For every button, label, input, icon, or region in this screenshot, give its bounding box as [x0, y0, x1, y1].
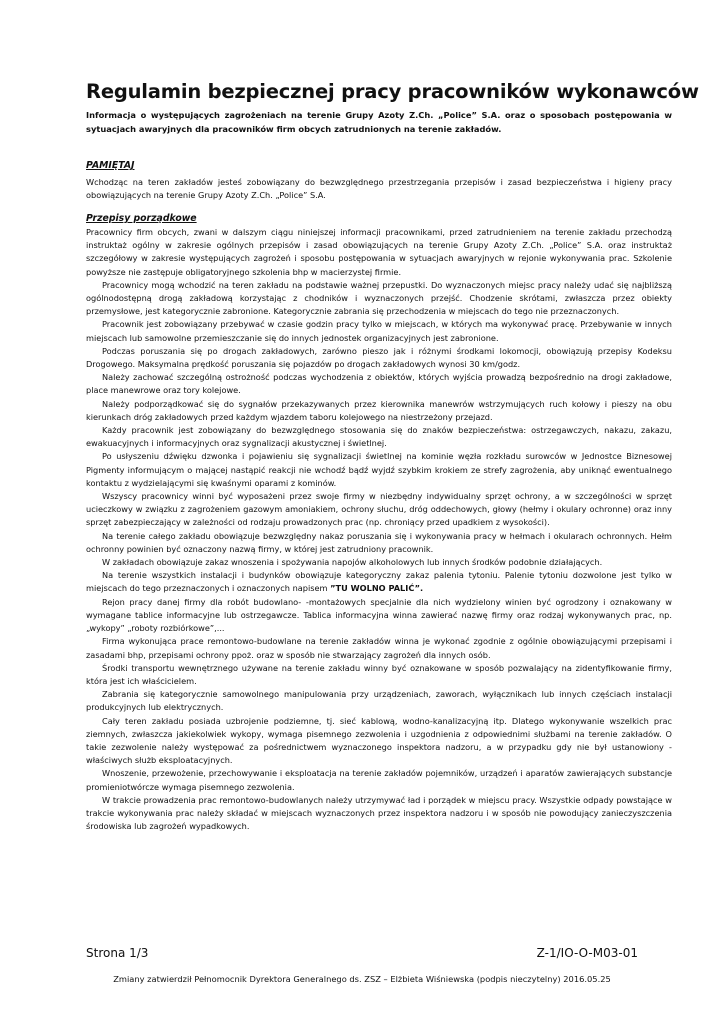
rule-paragraph: Pracownicy firm obcych, zwani w dalszym ciągu niniejszej informacji pracownikami, przed zatrudnieniem na terenie zakładu przechodzą instruktaż ogólny w zakresie ogólnych przepisów i zasad obowiązujących na terenie Grupy Azoty Z.Ch. „Police” S.A. oraz instruktaż szczegółowy w zakresie występujących zagrożeń i sposobu postępowania w sytuacjach awaryjnych w rejonie wykonywania prac. Szkolenie powyższe nie zastępuje obligatoryjnego szkolenia bhp w macierzystej firmie.	[86, 227, 672, 277]
rule-paragraph: Firma wykonująca prace remontowo-budowlane na terenie zakładów winna je wykonać zgodnie z ogólnie obowiązującymi przepisami i zasadami bhp, przepisami ochrony ppoż. oraz w sposób nie stwarzający zagrożeń dla innych osób.	[86, 636, 672, 660]
smoking-rule-paragraph	[86, 569, 672, 595]
rule-paragraph: W zakładach obowiązuje zakaz wnoszenia i spożywania napojów alkoholowych lub innych środków podobnie działających.	[102, 557, 603, 568]
rule-paragraph: Na terenie całego zakładu obowiązuje bezwzględny nakaz poruszania się i wykonywania pracy w hełmach i okularach ochronnych. Hełm ochronny powinien być oznaczony nazwą firmy, w której jest zatrudniony pracownik.	[86, 530, 672, 554]
rule-paragraph: Po usłyszeniu dźwięku dzwonka i pojawieniu się sygnalizacji świetlnej na kominie węzła rozkładu surowców w Jednostce Biznesowej Pigmenty informującym o mającej nastąpić reakcji nie wchodź bądź wyjdź szybkim krokiem ze strefy zagrożenia, aby uniknąć ewentualnego kontaktu z wydzielającymi się kwaśnymi oparami z kominów.	[86, 451, 672, 488]
rule-paragraph: Pracownicy mogą wchodzić na teren zakładu na podstawie ważnej przepustki. Do wyznaczonych miejsc pracy należy udać się najbliższą ogólnodostępną drogą zakładową korzystając z chodników i wyznaczonych przejść. Chodzenie skrótami, zwłaszcza przez obiekty przemysłowe, jest kategorycznie zabronione. Kategorycznie zabrania się przechodzenia w miejscach do tego nie przeznaczonych.	[86, 279, 672, 317]
rule-paragraph: Należy podporządkować się do sygnałów przekazywanych przez kierownika manewrów wstrzymujących ruch kołowy i pieszy na obu kierunkach dróg zakładowych przed każdym wjazdem taboru kolejowego na niestrzeżony przejazd.	[86, 398, 672, 422]
rule-paragraph: Zabrania się kategorycznie samowolnego manipulowania przy urządzeniach, zaworach, wyłącznikach lub innych częściach instalacji produkcyjnych lub elektrycznych.	[86, 689, 672, 713]
rules-heading: Przepisy porządkowe	[86, 213, 197, 224]
rule-paragraph: Cały teren zakładu posiada uzbrojenie podziemne, tj. sieć kablową, wodno-kanalizacyjną itp. Dlatego wykonywanie wszelkich prac ziemnych, zwłaszcza jakiekolwiek wykopy, wymaga pisemnego zezwolenia i uzgodnienia z odpowiednimi służbami na terenie zakładów. O takie zezwolenie należy występować za pośrednictwem wyznaczonego inspektora nadzoru, a w przypadku gdy nie był ustanowiony - właściwych służb eksploatacyjnych.	[86, 715, 672, 766]
rule-paragraph: Wszyscy pracownicy winni być wyposażeni przez swoje firmy w niezbędny indywidualny sprzęt ochrony, a w szczególności w sprzęt ucieczkowy w związku z zagrożeniem gazowym amoniakiem, ochrony słuchu, dróg oddechowych, głowy (hełmy i okulary ochronne) oraz inny sprzęt zabezpieczający w zależności od rodzaju prowadzonych prac (np. chroniący przed upadkiem z wysokości).	[86, 491, 672, 528]
rule-paragraph: Rejon pracy danej firmy dla robót budowlano- -montażowych specjalnie dla nich wydzielony winien być ogrodzony i oznakowany w wymagane tablice informacyjne lub ostrzegawcze. Tablica informacyjna winna zawierać nazwę firmy oraz rodzaj wykonywanych prac, np. „wykopy” „roboty rozbiórkowe”,...	[86, 596, 672, 634]
approval-note: Zmiany zatwierdził Pełnomocnik Dyrektora Generalnego ds. ZSZ – Elżbieta Wiśniewska (podpis nieczytelny) 2016.05.25	[113, 974, 611, 984]
document-code: Z-1/IO-O-M03-01	[536, 946, 638, 960]
rule-paragraph: Każdy pracownik jest zobowiązany do bezwzględnego stosowania się do znaków bezpieczeństwa: ostrzegawczych, nakazu, zakazu, ewakuacyjnych i informacyjnych oraz sygnalizacji akustycznej i świetlnej.	[86, 425, 672, 449]
rule-paragraph: W trakcie prowadzenia prac remontowo-budowlanych należy utrzymywać ład i porządek w miejscu pracy. Wszystkie odpady powstające w trakcie wykonywania prac należy składać w miejscach wyznaczonych przez inspektora nadzoru i w sposób nie powodujący zanieczyszczenia środowiska lub zagrożeń wypadkowych.	[86, 794, 672, 832]
rules-section	[86, 226, 672, 833]
page-number: Strona 1/3	[86, 946, 149, 960]
rule-paragraph: Wnoszenie, przewożenie, przechowywanie i eksploatacja na terenie zakładów pojemników, urządzeń i aparatów zawierających substancje promieniotwórcze wymaga pisemnego zezwolenia.	[86, 768, 672, 792]
remember-text: Wchodząc na teren zakładów jesteś zobowiązany do bezwzględnego przestrzegania przepisów i zasad bezpieczeństwa i higieny pracy obowiązujących na terenie Grupy Azoty Z.Ch. „Police” S.A.	[86, 177, 672, 201]
smoking-sign-text: ”TU WOLNO PALIĆ”.	[330, 583, 424, 594]
document-subtitle: Informacja o występujących zagrożeniach na terenie Grupy Azoty Z.Ch. „Police” S.A. oraz o sposobach postępowania w sytuacjach awaryjnych dla pracowników firm obcych zatrudnionych na terenie zakładów.	[86, 110, 672, 134]
remember-heading: PAMIĘTAJ	[86, 160, 135, 171]
rule-paragraph: Podczas poruszania się po drogach zakładowych, zarówno pieszo jak i różnymi środkami lokomocji, obowiązują przepisy Kodeksu Drogowego. Maksymalna prędkość poruszania się pojazdów po drogach zakładowych wynosi 30 km/godz.	[86, 345, 672, 370]
rule-paragraph: Należy zachować szczególną ostrożność podczas wychodzenia z obiektów, których wyjścia prowadzą bezpośrednio na drogi zakładowe, place manewrowe oraz tory kolejowe.	[86, 372, 672, 396]
rule-paragraph: Pracownik jest zobowiązany przebywać w czasie godzin pracy tylko w miejscach, w których ma wykonywać pracę. Przebywanie w innych miejscach lub samowolne przemieszczanie się do innych jednostek organizacyjnych jest zabronione.	[86, 319, 672, 343]
rule-paragraph: Środki transportu wewnętrznego używane na terenie zakładu winny być oznakowane w sposób pozwalający na zidentyfikowanie firmy, która jest ich właścicielem.	[86, 662, 672, 686]
document-title: Regulamin bezpiecznej pracy pracowników wykonawców	[86, 80, 699, 103]
smoking-rule-text: Na terenie wszystkich instalacji i budynków obowiązuje kategoryczny zakaz palenia tytoniu. Palenie tytoniu dozwolone jest tylko w miejscach do tego przeznaczonych i oznaczonych napisem	[86, 570, 672, 594]
